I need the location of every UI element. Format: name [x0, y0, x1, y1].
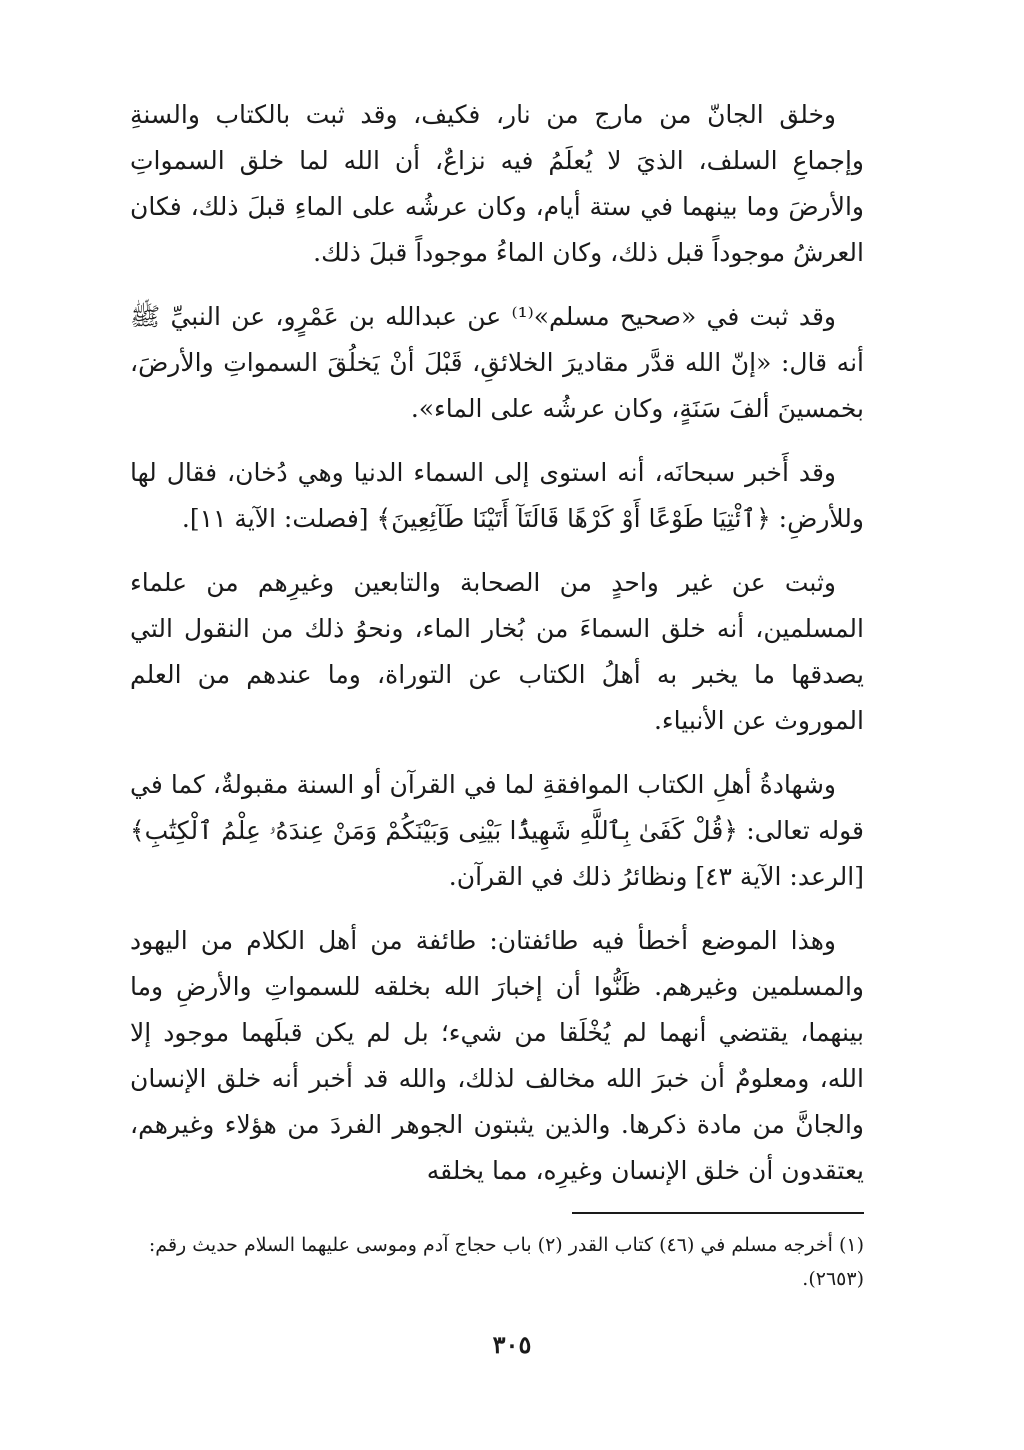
paragraph-3: وقد أَخبر سبحانَه، أنه استوى إلى السماء الدنيا وهي دُخان، فقال لها وللأرضِ: ﴿ٱئْتِيَا طَوْعًا أَوْ كَرْهًا قَالَتَآ أَتَيْنَا طَآئِعِينَ﴾ [فصلت: الآية ١١].: [130, 458, 864, 533]
paragraph-6: وهذا الموضع أخطأ فيه طائفتان: طائفة من أهل الكلام من اليهود والمسلمين وغيرهم. ظَنُّوا أن إخبارَ الله بخلقه للسمواتِ والأرضِ وما بينهما، يقتضي أنهما لم يُخْلَقا من شيء؛ بل لم يكن قبلَهما موجود إلا الله، ومعلومٌ أن خبرَ الله مخالف لذلك، والله قد أخبر أنه خلق الإنسان والجانَّ من مادة ذكرها. والذين يثبتون الجوهر الفردَ من هؤلاء وغيرهم، يعتقدون أن خلق الإنسان وغيرِه، مما يخلقه: [130, 926, 864, 1185]
paragraph-2: وقد ثبت في «صحيح مسلم»⁽¹⁾ عن عبدالله بن عَمْرٍو، عن النبيِّ ﷺ أنه قال: «إنّ الله قدَّر مقاديرَ الخلائقِ، قَبْلَ أنْ يَخلُقَ السمواتِ والأرضَ، بخمسينَ ألفَ سَنَةٍ، وكان عرشُه على الماء».: [130, 302, 864, 423]
footnotes: [130, 1228, 864, 1296]
footnote-1: (١) أخرجه مسلم في (٤٦) كتاب القدر (٢) باب حجاج آدم وموسى عليهما السلام حديث رقم: (٢٦٥٣).: [148, 1234, 864, 1290]
main-text: [130, 92, 864, 1194]
page-number: ٣٠٥: [492, 1330, 532, 1359]
paragraph-1: وخلق الجانّ من مارج من نار، فكيف، وقد ثبت بالكتاب والسنةِ وإجماعِ السلف، الذيَ لا يُعلَمُ فيه نزاعٌ، أن الله لما خلق السمواتِ والأرضَ وما بينهما في ستة أيام، وكان عرشُه على الماءِ قبلَ ذلك، فكان العرشُ موجوداً قبل ذلك، وكان الماءُ موجوداً قبلَ ذلك.: [130, 100, 864, 267]
footnote-separator: [572, 1212, 864, 1214]
paragraph-5: وشهادةُ أهلِ الكتاب الموافقةِ لما في القرآن أو السنة مقبولةٌ، كما في قوله تعالى: ﴿قُلْ كَفَىٰ بِٱللَّهِ شَهِيدًۢا بَيْنِى وَبَيْنَكُمْ وَمَنْ عِندَهُۥ عِلْمُ ٱلْكِتَٰبِ﴾ [الرعد: الآية ٤٣] ونظائرُ ذلك في القرآن.: [130, 770, 864, 891]
paragraph-4: وثبت عن غير واحدٍ من الصحابة والتابعين وغيرِهم من علماء المسلمين، أنه خلق السماءَ من بُخار الماء، ونحوُ ذلك من النقول التي يصدقها ما يخبر به أهلُ الكتاب عن التوراة، وما عندهم من العلم الموروث عن الأنبياء.: [130, 568, 864, 735]
